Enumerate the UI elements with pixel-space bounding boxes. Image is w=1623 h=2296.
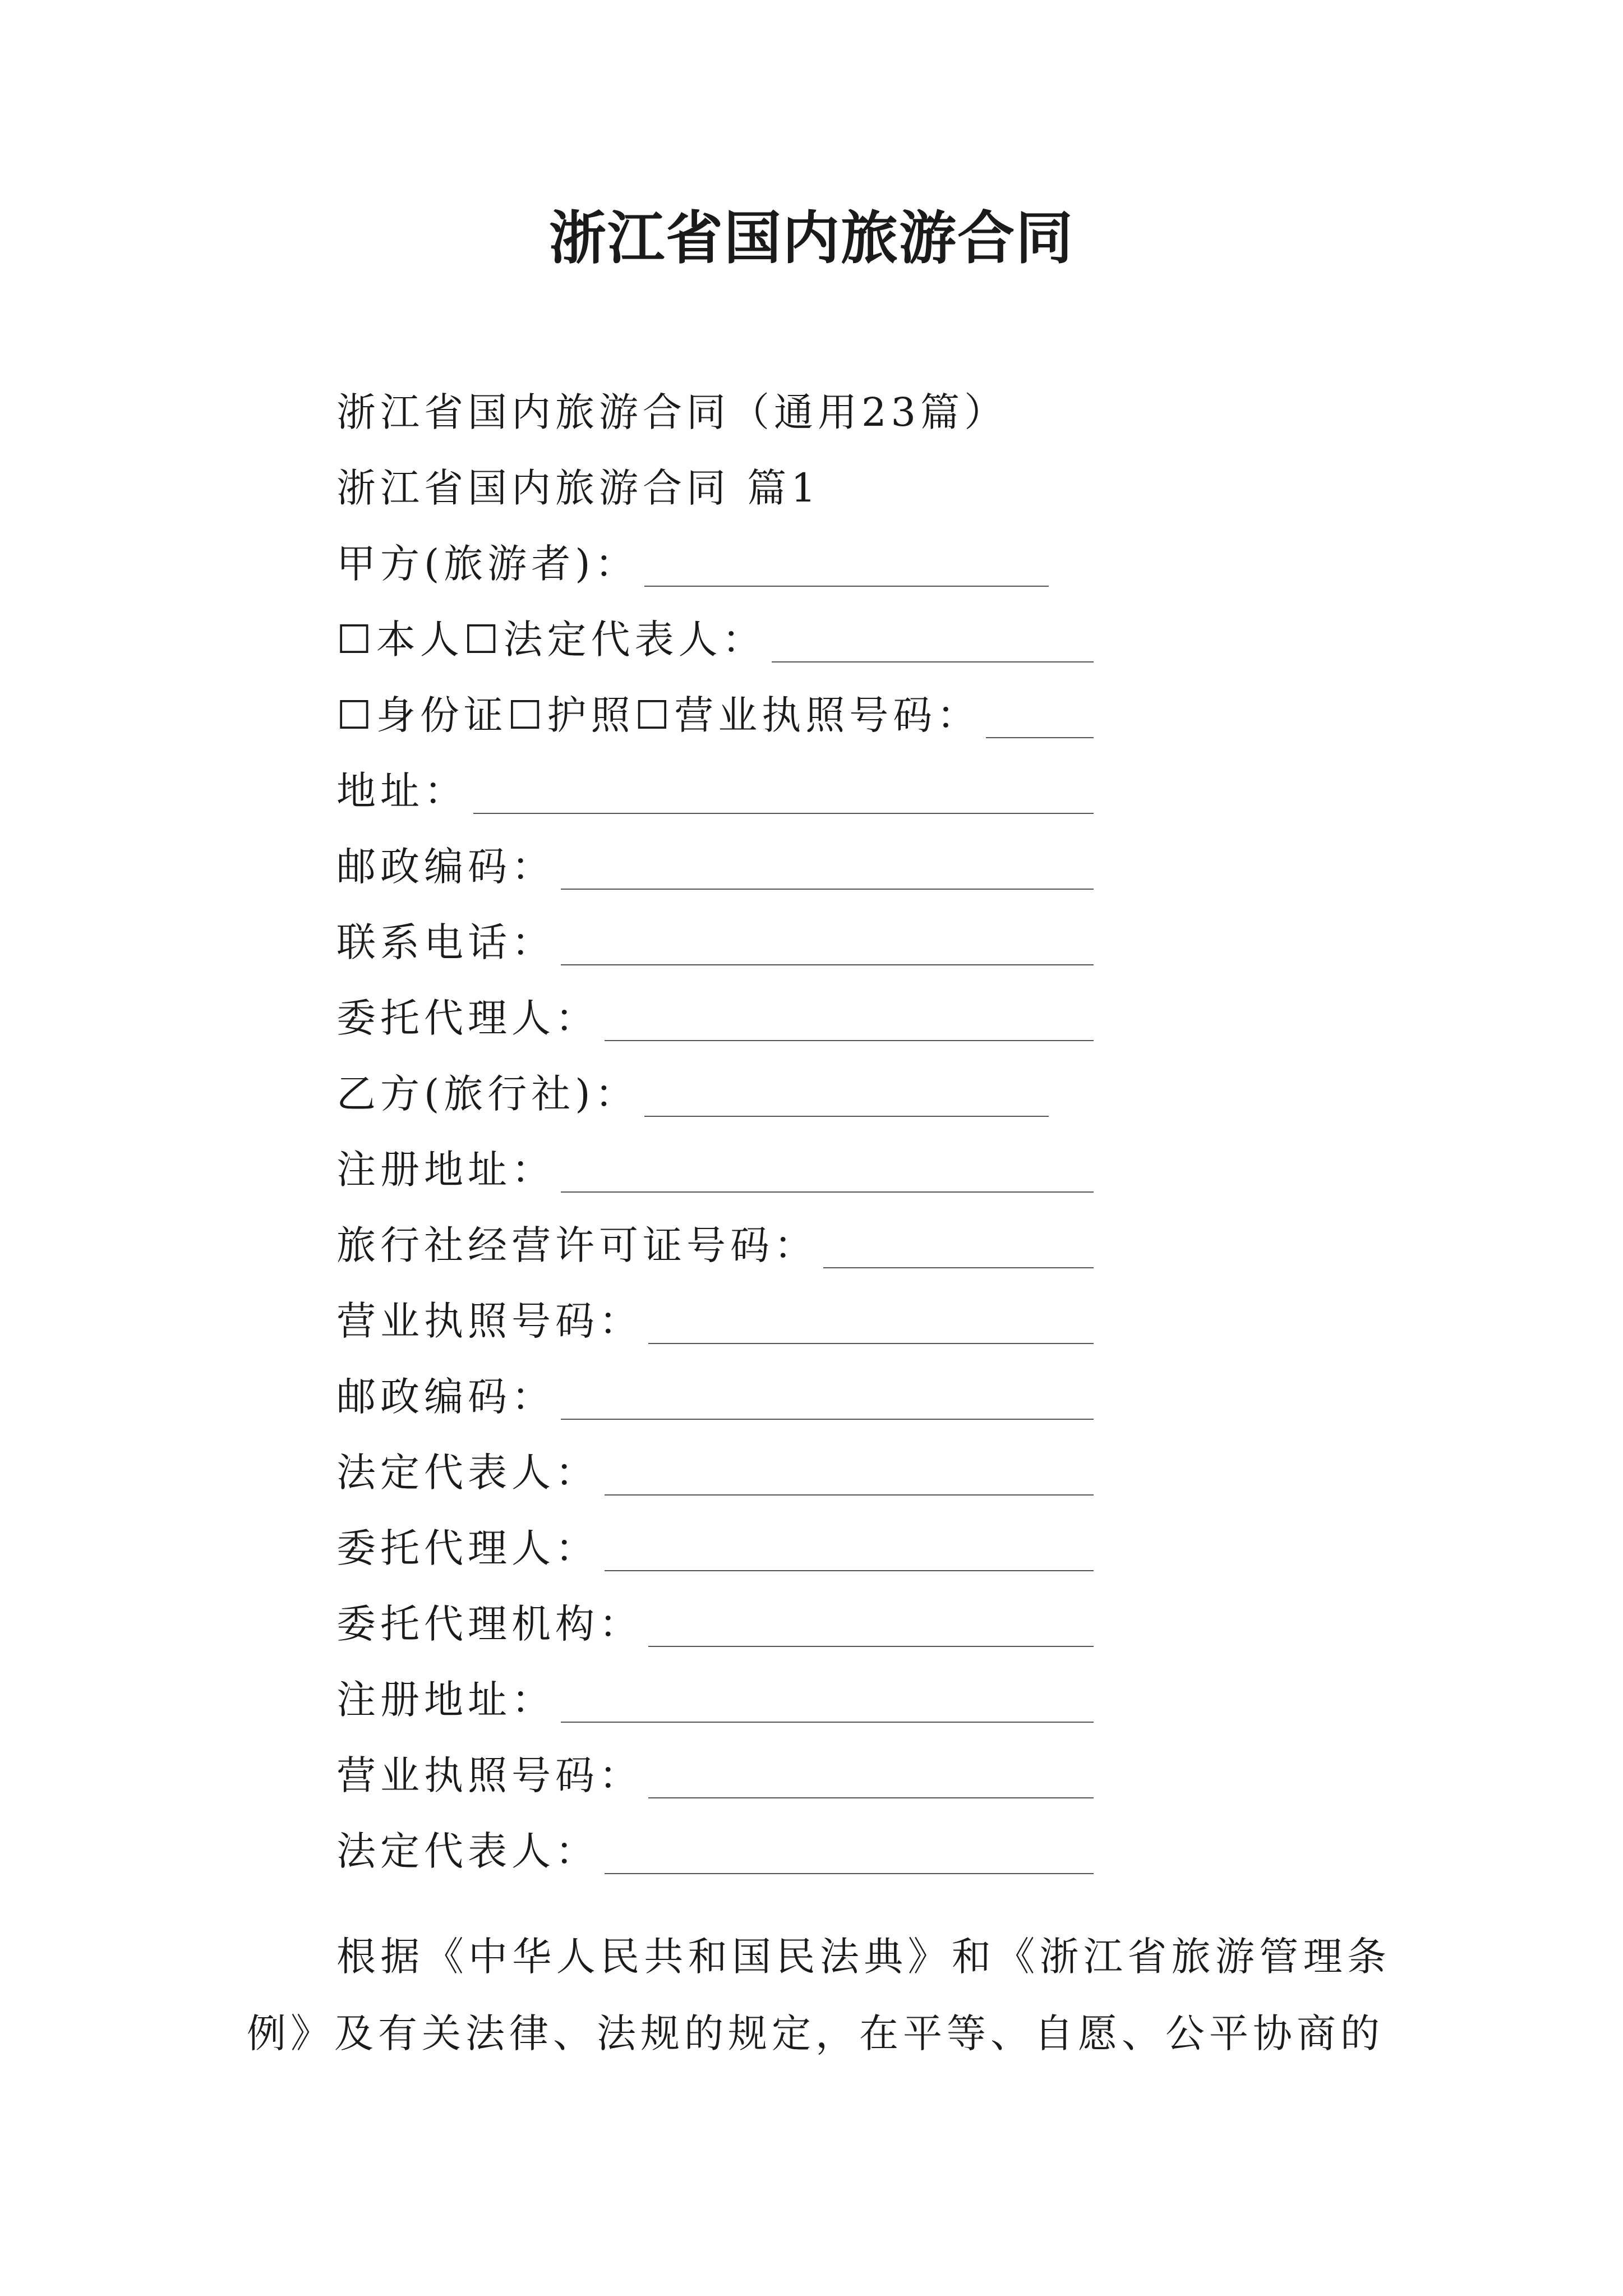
- form-field-row: [336, 1290, 1094, 1352]
- fill-in-blank[interactable]: [605, 1839, 1094, 1874]
- fill-in-blank[interactable]: [644, 552, 1049, 587]
- field-label: 联系电话：: [336, 919, 555, 965]
- form-field-row: [336, 1669, 1094, 1731]
- fill-in-blank[interactable]: [561, 931, 1094, 965]
- form-field-row: [336, 987, 1094, 1049]
- field-label: 邮政编码：: [336, 1374, 555, 1420]
- form-field-row: [336, 760, 1094, 822]
- fill-in-blank[interactable]: [644, 1082, 1049, 1117]
- form-field-row: [336, 1517, 1094, 1579]
- fill-in-blank[interactable]: [648, 1612, 1094, 1647]
- field-label: 营业执照号码：: [336, 1752, 643, 1798]
- fill-in-blank[interactable]: [605, 1461, 1094, 1496]
- field-label: 委托代理机构：: [336, 1601, 643, 1647]
- form-field-row: [336, 684, 1094, 746]
- field-label: 法定代表人：: [336, 1828, 599, 1874]
- field-label: 营业执照号码：: [336, 1298, 643, 1344]
- field-label: 注册地址：: [336, 1147, 555, 1193]
- fill-in-blank[interactable]: [561, 1158, 1094, 1193]
- body-paragraph: 根据《中华人民共和国民法典》和《浙江省旅游管理条例》及有关法律、法规的规定，在平等、自愿、公平协商的: [247, 1934, 1391, 2056]
- form-field-row: [336, 836, 1094, 898]
- field-label: 旅行社经营许可证号码：: [336, 1222, 818, 1268]
- form-field-row: [336, 1745, 1094, 1806]
- heading-line: [336, 457, 820, 519]
- field-label: 委托代理人：: [336, 995, 599, 1041]
- form-field-row: [336, 1593, 1094, 1655]
- field-label: 注册地址：: [336, 1677, 555, 1723]
- field-label: 委托代理人：: [336, 1525, 599, 1571]
- field-label: ☐本人☐法定代表人：: [336, 616, 766, 662]
- fill-in-blank[interactable]: [605, 1536, 1094, 1571]
- form-field-row: [336, 1820, 1094, 1882]
- form-field-row: [336, 1139, 1094, 1200]
- heading-line: [336, 381, 1008, 443]
- heading-text: 浙江省国内旅游合同 篇1: [336, 465, 820, 511]
- fill-in-blank[interactable]: [823, 1234, 1094, 1268]
- fill-in-blank[interactable]: [605, 1006, 1094, 1041]
- form-field-row: [336, 533, 1049, 595]
- fill-in-blank[interactable]: [561, 1688, 1094, 1723]
- fill-in-blank[interactable]: [772, 628, 1094, 662]
- form-field-row: [336, 1063, 1049, 1125]
- fill-in-blank[interactable]: [986, 703, 1094, 738]
- heading-text: 浙江省国内旅游合同（通用23篇）: [336, 389, 1008, 435]
- fill-in-blank[interactable]: [648, 1764, 1094, 1798]
- fill-in-blank[interactable]: [561, 855, 1094, 890]
- form-field-row: [336, 1366, 1094, 1428]
- field-label: 乙方(旅行社)：: [336, 1071, 639, 1117]
- field-label: 地址：: [336, 768, 468, 814]
- form-field-row: [336, 912, 1094, 973]
- field-label: 法定代表人：: [336, 1450, 599, 1496]
- form-field-row: [336, 1442, 1094, 1503]
- fill-in-blank[interactable]: [561, 1385, 1094, 1420]
- fill-in-blank[interactable]: [473, 779, 1094, 814]
- fill-in-blank[interactable]: [648, 1309, 1094, 1344]
- field-label: 邮政编码：: [336, 844, 555, 890]
- document-title: 浙江省国内旅游合同: [549, 205, 1074, 272]
- field-label: ☐身份证☐护照☐营业执照号码：: [336, 692, 981, 738]
- form-field-row: [336, 1214, 1094, 1276]
- field-label: 甲方(旅游者)：: [336, 541, 639, 587]
- form-field-row: [336, 609, 1094, 670]
